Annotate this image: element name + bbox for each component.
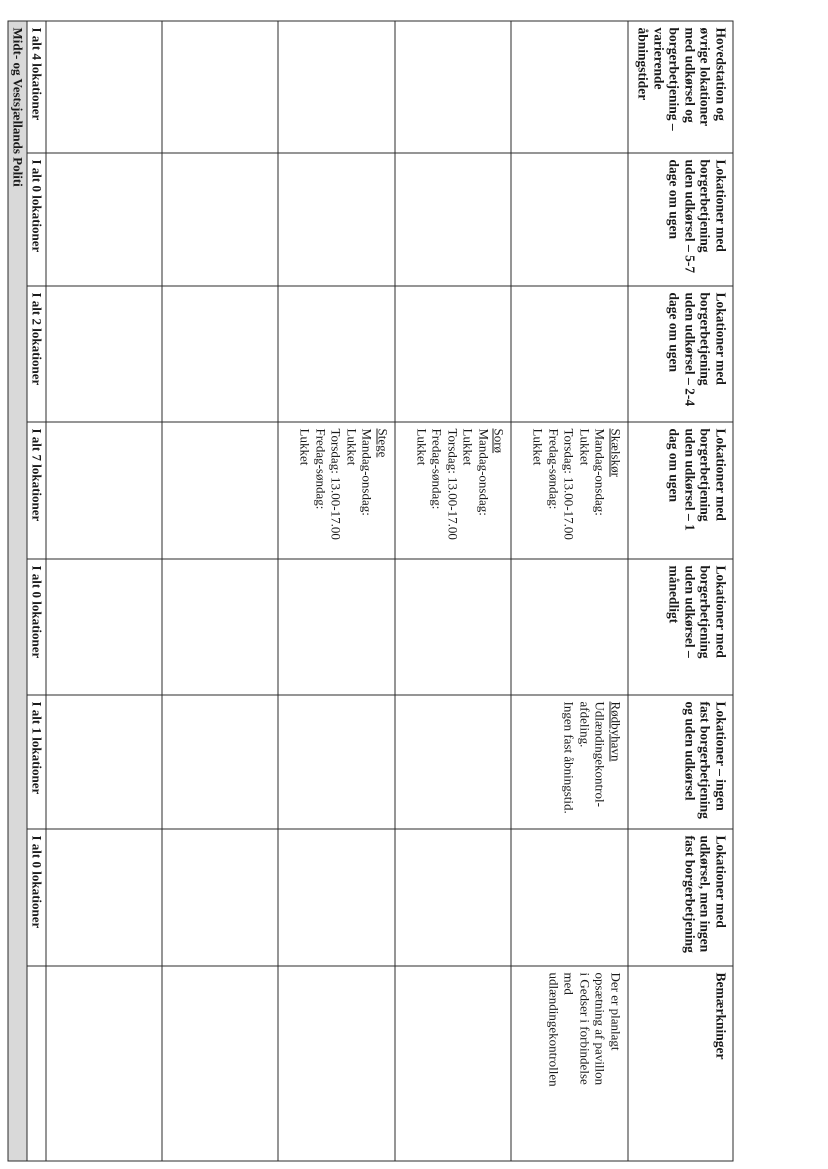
table-cell [161,695,277,829]
total-cell: I alt 4 lokationer [26,21,45,153]
header-cell: Lokationer med udkørsel, men ingen fast borgerbetjening [627,829,732,966]
table-cell [45,695,161,829]
table-cell [511,695,627,829]
table-cell [161,21,277,153]
table-cell [45,559,161,695]
table-row [161,21,277,1161]
total-cell: I alt 0 lokationer [26,153,45,286]
table-cell [511,21,627,153]
table-cell [278,829,394,966]
locations-table-container [7,20,733,1160]
hours-line: Torsdag: 13.00-17.00 [444,428,460,540]
table-cell [278,559,394,695]
locations-table [7,20,733,1161]
hours-line: Lukket [413,428,429,465]
table-cell [394,153,510,286]
table-cell [394,286,510,422]
table-cell [161,286,277,422]
total-cell: I alt 0 lokationer [26,829,45,966]
header-cell: Lokationer med borgerbetjening uden udkørsel – 5-7 dage om ugen [627,153,732,286]
table-cell [45,829,161,966]
header-cell: Lokationer – ingen fast borgerbetjening og uden udkørsel [627,695,732,829]
hours-line: Mandag-onsdag: [592,428,608,516]
remark-line: opsætning af pavillon [592,972,608,1085]
location-name: Skælskør [607,428,623,477]
hours-line: Lukket [530,428,546,465]
hours-line: Torsdag: 13.00-17.00 [561,428,577,540]
header-cell: Lokationer med borgerbetjening uden udkørsel – 2-4 dage om ugen [627,286,732,422]
table-row [278,21,394,1161]
table-cell [394,21,510,153]
remarks-cell [278,966,394,1161]
hours-line: Lukket [297,428,313,465]
table-cell [45,286,161,422]
total-cell: I alt 1 lokationer [26,695,45,829]
table-row [511,21,627,1161]
remark-line: i Gedser i forbindelse [576,972,592,1085]
note-line: Udlændingekontrol- [592,701,608,807]
table-cell [278,21,394,153]
table-cell [161,559,277,695]
total-cell [26,966,45,1161]
hours-line: Fredag-søndag: [545,428,561,509]
table-cell [278,695,394,829]
table-cell [394,422,510,559]
hours-line: Lukket [576,428,592,465]
table-cell [278,422,394,559]
table-cell [394,695,510,829]
remarks-cell [161,966,277,1161]
header-cell: Lokationer med borgerbetjening uden udkørsel – månedligt [627,559,732,695]
region-label: Midt- og Vestsjællands Politi [8,21,27,1161]
table-cell [278,286,394,422]
hours-line: Lukket [343,428,359,465]
location-name: Stege [374,428,390,457]
table-cell [161,422,277,559]
remarks-cell [394,966,510,1161]
location-name: Rødbyhavn [607,701,623,761]
hours-line: Lukket [460,428,476,465]
table-row [394,21,510,1161]
table-cell [45,21,161,153]
header-cell: Lokationer med borgerbetjening uden udkørsel – 1 dag om ugen [627,422,732,559]
table-cell [278,153,394,286]
table-cell [394,829,510,966]
total-cell: I alt 0 lokationer [26,559,45,695]
header-cell: Bemærkninger [627,966,732,1161]
totals-row [26,21,45,1161]
remarks-cell [511,966,627,1161]
remark-line: udlændingekontrollen [545,972,561,1087]
table-cell [511,153,627,286]
remark-line: med [561,972,577,995]
table-cell [511,559,627,695]
table-cell [45,153,161,286]
table-row [45,21,161,1161]
table-cell [511,422,627,559]
total-cell: I alt 7 lokationer [26,422,45,559]
hours-line: Fredag-søndag: [312,428,328,509]
table-cell [394,559,510,695]
hours-line: Fredag-søndag: [429,428,445,509]
table-cell [161,829,277,966]
table-cell [511,286,627,422]
remark-line: Der er planlagt [607,972,623,1050]
hours-line: Torsdag: 13.00-17.00 [328,428,344,540]
table-cell [161,153,277,286]
table-cell [45,422,161,559]
hours-line: Mandag-onsdag: [475,428,491,516]
header-row [627,21,732,1161]
hours-line: Mandag-onsdag: [359,428,375,516]
header-cell: Hovedstation og øvrige lokationer med udkørsel og borgerbetjening – varierende åbningstider [627,21,732,153]
note-line: afdeling. [576,701,592,747]
table-cell [511,829,627,966]
remarks-cell [45,966,161,1161]
location-name: Sorø [491,428,507,453]
note-line: Ingen fast åbningstid. [561,701,577,814]
total-cell: I alt 2 lokationer [26,286,45,422]
region-row [8,21,27,1161]
